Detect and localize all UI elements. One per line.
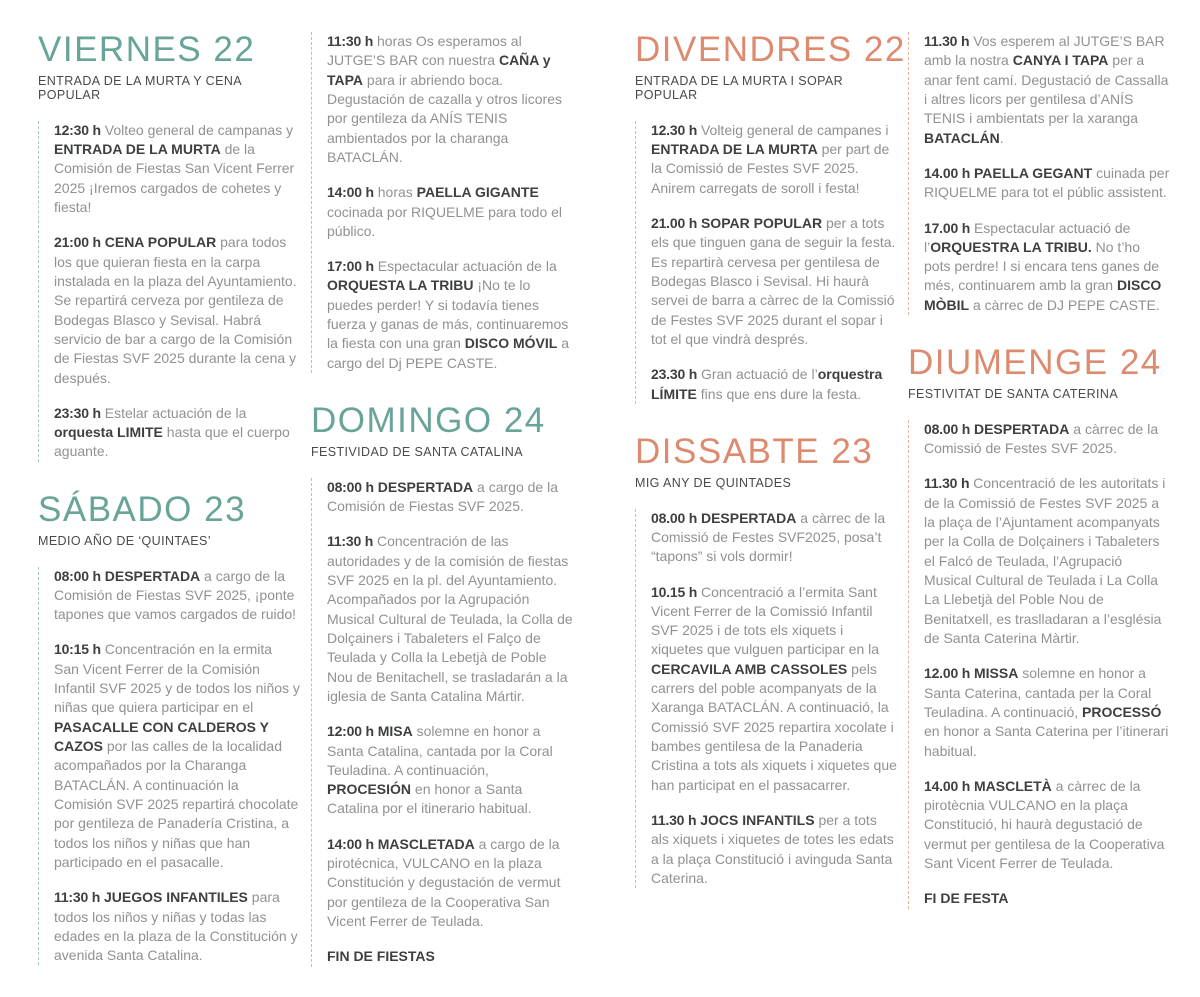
- schedule-item: [651, 365, 897, 404]
- item-highlight: MISA: [377, 723, 413, 740]
- item-time: 11.30 h: [924, 33, 970, 49]
- schedule-item: [54, 233, 300, 388]
- item-text: por las calles de la localidad acompañados por la Charanga BATACLÁN. A continuación la Comisión SVF 2025 repartirá chocolate por gentileza de Panadería Cristina, a todos los niños y niñas que han participado en el pasacalle.: [54, 738, 299, 870]
- item-time: 12.30 h: [651, 121, 698, 138]
- schedule-item: [54, 640, 300, 872]
- item-highlight: CERCAVILA AMB CASSOLES: [651, 660, 848, 677]
- program-column-es-2: [311, 32, 573, 997]
- schedule-item: [327, 257, 573, 373]
- schedule-item: [924, 474, 1170, 648]
- schedule-item: [924, 164, 1170, 203]
- item-highlight: DISCO MÓVIL: [464, 335, 558, 352]
- item-highlight: orquesta LIMITE: [54, 424, 163, 441]
- item-time: 10.15 h: [651, 583, 698, 600]
- schedule-item: [54, 121, 300, 218]
- item-highlight: PROCESSÓ: [1082, 703, 1162, 720]
- item-text: Concentració a l’ermita Sant Vicent Ferrer de la Comissió Infantil SVF 2025 i de tots els xiquets i xiquetes que vulguen participar en la: [651, 583, 880, 658]
- item-highlight: PAELLA GEGANT: [973, 164, 1093, 181]
- item-time: 21:00 h: [54, 234, 101, 251]
- item-time: 12:30 h: [54, 121, 101, 138]
- item-time: 17:00 h: [327, 258, 374, 275]
- item-text: solemne en honor a Santa Catalina, cantada por la Coral Teuladina. A continuación,: [327, 723, 553, 778]
- item-text: cuinada per RIQUELME para tot el públic assistent.: [924, 164, 1170, 201]
- item-text: para todos los que quieran fiesta en la carpa instalada en la plaza del Ayuntamiento. Se repartirá cerveza por gentileza de Bodegas Blasco y Sevisal. Habrá servicio de bar a cargo de la Comisión de Fiestas SVF 2025 durante la cena y después.: [54, 234, 297, 386]
- item-time: 11:30 h: [327, 533, 374, 550]
- item-text: Espectacular actuación de la: [377, 258, 557, 275]
- schedule-item: [327, 722, 573, 819]
- item-time: 12:00 h: [327, 723, 374, 740]
- item-text: Volteo general de campanas y: [104, 121, 294, 138]
- schedule-list: [38, 567, 300, 966]
- item-text: solemne en honor a Santa Caterina, cantada per la Coral Teuladina. A continuació,: [924, 665, 1152, 720]
- schedule-item: [54, 888, 300, 965]
- schedule-item: [924, 777, 1170, 874]
- item-highlight: DESPERTADA: [377, 478, 474, 495]
- item-text: Estelar actuación de la: [104, 404, 247, 421]
- day-subtitle: FESTIVIDAD DE SANTA CATALINA: [311, 444, 523, 459]
- closing-note: [327, 947, 573, 966]
- day-subtitle: FESTIVITAT DE SANTA CATERINA: [908, 386, 1119, 401]
- item-text: a cargo de la Comisión de Fiestas SVF 2025, ¡ponte tapones que vamos cargados de ruido!: [54, 567, 297, 623]
- item-text: ¡No te lo puedes perder! Y si todavía tienes fuerza y ganas de más, continuaremos la fiesta con una gran: [327, 277, 569, 352]
- item-highlight: PROCESIÓN: [327, 781, 412, 798]
- item-text: en honor a Santa Caterina per l’itinerari habitual.: [924, 723, 1169, 759]
- schedule-list: [38, 121, 300, 462]
- item-highlight: ENTRADA DE LA MURTA: [54, 141, 221, 158]
- item-time: 14:00 h: [327, 184, 374, 201]
- item-text: de la Comisión de Fiestas San Vicent Ferrer 2025 ¡Iremos cargados de cohetes y fiesta!: [54, 141, 295, 215]
- schedule-item: [651, 583, 897, 795]
- program-column-ca-2: [908, 32, 1170, 997]
- item-time: 11:30 h: [54, 889, 101, 906]
- item-time: 23.30 h: [651, 366, 698, 383]
- item-text: Espectacular actuació de l’: [924, 219, 1131, 255]
- schedule-list: [311, 478, 573, 967]
- item-text: a càrrec de la Comissió de Festes SVF 2025.: [924, 420, 1159, 457]
- item-text: Gran actuació de l’: [700, 366, 818, 383]
- schedule-item: [924, 32, 1170, 148]
- day-title: DIUMENGE 24: [908, 343, 1162, 383]
- day-subtitle: ENTRADA DE LA MURTA I SOPAR POPULAR: [635, 73, 844, 102]
- program-column-es-1: [38, 32, 300, 997]
- item-time: 17.00 h: [924, 219, 971, 236]
- item-highlight: JUEGOS INFANTILES: [103, 889, 248, 906]
- schedule-item: [54, 404, 300, 462]
- item-text: Vos esperem al JUTGE’S BAR amb la nostra: [924, 33, 1165, 69]
- schedule-list: [635, 121, 897, 404]
- schedule-item: [924, 664, 1170, 761]
- item-time: 21.00 h: [651, 215, 698, 231]
- schedule-item: [651, 214, 897, 349]
- item-text: per a anar fent camí. Degustació de Cassalla i altres licors per gentilesa d’ANÍS TENIS i ambientats per la xaranga: [924, 52, 1169, 127]
- item-text: No t’ho pots perdre! I si encara tens ganes de més, continuarem amb la gran: [924, 238, 1160, 294]
- item-highlight: FIN DE FIESTAS: [327, 948, 435, 965]
- item-highlight: CAÑA y TAPA: [327, 52, 551, 88]
- day-title: DIVENDRES 22: [635, 30, 906, 69]
- item-time: 08:00 h: [54, 567, 101, 584]
- item-time: 08.00 h: [924, 420, 971, 437]
- schedule-item: [327, 478, 573, 517]
- item-highlight: DESPERTADA: [700, 509, 797, 526]
- schedule-item: [924, 420, 1170, 459]
- item-time: 10:15 h: [54, 641, 101, 658]
- item-time: 11.30 h: [651, 811, 697, 828]
- schedule-item: [651, 121, 897, 198]
- item-highlight: MASCLETÀ: [973, 777, 1052, 794]
- day-title: DOMINGO 24: [311, 401, 546, 440]
- item-time: 23:30 h: [54, 404, 101, 421]
- schedule-item: [327, 183, 573, 241]
- schedule-item: [327, 835, 573, 932]
- item-text: a càrrec de DJ PEPE CASTE.: [969, 296, 1160, 313]
- item-highlight: CANYA I TAPA: [1012, 52, 1109, 69]
- item-text: Concentració de les autoritats i de la Comissió de Festes SVF 2025 a la plaça de l’Ajuntament acompanyats per la Colla de Dolçainers i Tabaleters el Falcó de Teulada, l’Agrupació Musical Cultural de Teulada i La Colla La Llebetjà del Poble Nou de Benitatxell, es traslladaran a l’església de Santa Caterina Màrtir.: [924, 475, 1166, 646]
- schedule-item: [651, 509, 897, 567]
- item-text: en honor a Santa Catalina por el itinerario habitual.: [327, 781, 532, 817]
- day-subtitle: ENTRADA DE LA MURTA Y CENA POPULAR: [38, 73, 242, 102]
- day-subtitle: MEDIO AÑO DE ‘QUINTAES’: [38, 533, 211, 548]
- item-time: 14.00 h: [924, 777, 971, 794]
- item-text: per a tots els que tinguen gana de seguir la festa. Es repartirà cervesa per gentilesa de Bodegas Blasco i Sevisal. Hi haurà servei de barra a càrrec de la Comissió de Festes SVF 2025 durant el sopar i tot el que vindrà després.: [651, 215, 896, 347]
- schedule-list: [908, 32, 1170, 315]
- schedule-item: [651, 811, 897, 888]
- item-highlight: MISSA: [973, 665, 1019, 682]
- program-column-ca-1: [635, 30, 906, 997]
- item-text: para ir abriendo boca. Degustación de cazalla y otros licores por gentileza da ANÍS TENIS ambientados por la charanga BATACLÁN.: [327, 71, 563, 165]
- item-text: para todos los niños y niñas y todas las edades en la plaza de la Constitución y avenida Santa Catalina.: [54, 889, 298, 964]
- item-highlight: SOPAR POPULAR: [700, 215, 823, 231]
- item-time: 08.00 h: [651, 509, 698, 526]
- item-text: fins que ens dure la festa.: [696, 385, 862, 402]
- schedule-item: [54, 567, 300, 625]
- item-highlight: DESPERTADA: [104, 567, 201, 584]
- item-text: a cargo del Dj PEPE CASTE.: [327, 335, 570, 371]
- item-text: hasta que el cuerpo aguante.: [54, 424, 290, 460]
- item-highlight: DESPERTADA: [973, 420, 1070, 437]
- schedule-list: [908, 420, 1170, 909]
- item-time: 14.00 h: [924, 164, 971, 181]
- schedule-list: [311, 32, 573, 373]
- item-highlight: PASACALLE CON CALDEROS Y CAZOS: [54, 718, 269, 754]
- day-title: SÁBADO 23: [38, 489, 247, 529]
- item-highlight: ENTRADA DE LA MURTA: [651, 141, 818, 158]
- item-text: Concentración en la ermita San Vicent Ferrer de la Comisión Infantil SVF 2025 y de todos los niños y niñas que quiera participar en el: [54, 641, 300, 716]
- item-text: Concentración de las autoridades y de la comisión de fiestas SVF 2025 en la pl. del Ayuntamiento. Acompañados por la Agrupación Musical Cultural de Teulada, la Colla de Dolçainers i Tabaleters el Falço de Teulada y Colla la Lebetjà de Poble Nou de Benitachell, se trasladarán a la iglesia de Santa Catalina Mártir.: [327, 533, 573, 704]
- item-text: a càrrec de la pirotècnia VULCANO en la plaça Constitució, hi haurà degustació de vermut per gentilesa de la Cooperativa Sant Vicent Ferrer de Teulada.: [924, 777, 1165, 872]
- day-subtitle: MIG ANY DE QUINTADES: [635, 475, 792, 490]
- item-text: pels carrers del poble acompanyats de la Xaranga BATACLÁN. A continuació, la Comissió SVF 2025 repartira xocolate i bambes gentilesa de la Panaderia Cristina a tots als xiquets i xiquetes que han participat en el passacarrer.: [651, 660, 897, 793]
- item-time: 12.00 h: [924, 665, 971, 682]
- item-highlight: ORQUESTRA LA TRIBU.: [930, 238, 1092, 255]
- item-highlight: ORQUESTA LA TRIBU: [327, 277, 474, 294]
- item-text: cocinada por RIQUELME para todo el público.: [327, 203, 563, 239]
- item-text: horas: [377, 184, 417, 201]
- day-title: DISSABTE 23: [635, 431, 874, 471]
- closing-note: [924, 889, 1170, 908]
- item-text: per a tots als xiquets i xiquetes de totes les edats a la plaça Constitució i avinguda Santa Caterina.: [651, 811, 894, 886]
- schedule-item: [327, 32, 573, 167]
- item-highlight: MASCLETADA: [377, 835, 475, 852]
- item-highlight: orquestra LÍMITE: [651, 366, 883, 402]
- item-time: 11.30 h: [924, 475, 970, 492]
- item-highlight: FI DE FESTA: [924, 890, 1009, 907]
- item-text: .: [999, 129, 1004, 146]
- item-highlight: CENA POPULAR: [104, 234, 217, 251]
- item-text: a càrrec de la Comissió de Festes SVF2025, posa’t “tapons” si vols dormir!: [651, 509, 886, 565]
- schedule-item: [327, 532, 573, 706]
- item-text: Volteig general de campanes i: [700, 121, 889, 138]
- item-highlight: BATACLÁN: [924, 129, 1000, 146]
- schedule-item: [924, 219, 1170, 316]
- item-time: 08:00 h: [327, 478, 374, 495]
- item-text: a cargo de la Comisión de Fiestas SVF 2025.: [327, 478, 559, 515]
- item-text: per part de la Comissió de Festes SVF 2025. Anirem carregats de soroll i festa!: [651, 141, 890, 196]
- item-highlight: JOCS INFANTILS: [700, 811, 815, 828]
- item-highlight: DISCO MÒBIL: [924, 277, 1162, 313]
- item-time: 14:00 h: [327, 835, 374, 852]
- day-title: VIERNES 22: [38, 30, 256, 69]
- schedule-list: [635, 509, 897, 889]
- item-time: 11:30 h: [327, 33, 374, 49]
- item-highlight: PAELLA GIGANTE: [416, 184, 539, 201]
- item-text: horas Os esperamos al JUTGE’S BAR con nuestra: [327, 33, 522, 69]
- item-text: a cargo de la pirotécnica, VULCANO en la plaza Constitución y degustación de vermut por gentileza de la Cooperativa San Vicent Ferrer de Teulada.: [327, 835, 561, 929]
